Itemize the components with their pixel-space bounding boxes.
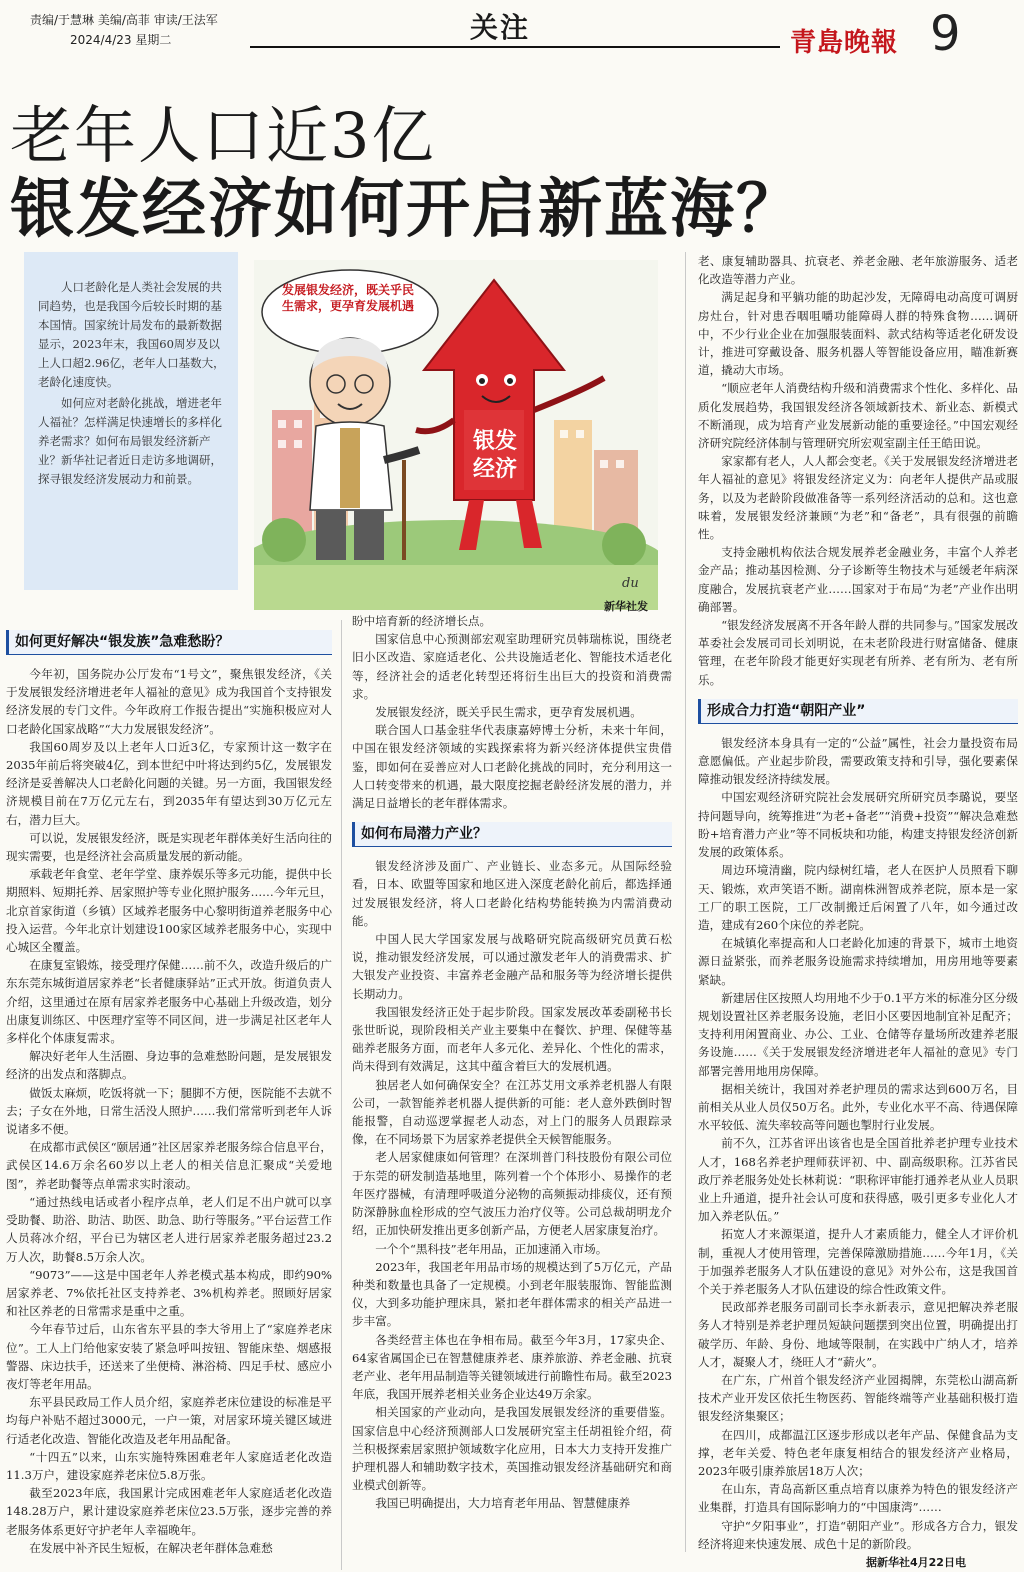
masthead-rule [250, 46, 780, 48]
lead-summary-box [24, 252, 238, 590]
paragraph: “十四五”以来，山东实施特殊困难老年人家庭适老化改造11.3万户，建设家庭养老床位5.8万张。 [6, 1449, 332, 1482]
paragraph: 我国已明确提出，大力培育老年用品、智慧健康养 [375, 1496, 631, 1511]
paragraph: 发展银发经济，既关乎民生需求，更孕育发展机遇。 [375, 705, 642, 720]
paragraph: 银发经济涉及面广、产业链长、业态多元。从国际经验看，日本、欧盟等国家和地区进入深度老龄化前后，都选择通过发展银发经济，将人口老龄化结构势能转换为内需消费动能。 [352, 859, 672, 928]
paragraph: 做饭太麻烦，吃饭将就一下；腿脚不方便，医院能不去就不去；子女在外地，日常生活没人照护……我们常常听到老年人诉说诸多不便。 [6, 1085, 332, 1137]
page-number: 9 [930, 6, 961, 62]
paragraph: 新建居住区按照人均用地不少于0.1平方米的标准分区分级规划设置社区养老服务设施，老旧小区要因地制宜补足配齐；支持利用闲置商业、办公、工业、仓储等存量场所改建养老服务设施……《关于发展银发经济增进老年人福祉的意见》专门部署完善用地用房保障。 [698, 990, 1018, 1078]
paragraph: 支持金融机构依法合规发展养老金融业务，丰富个人养老金产品；推动基因检测、分子诊断等生物技术与延缓老年病深度融合，发展抗衰老产业……国家对于布局“为老”产业作出明确部署。 [698, 545, 1018, 614]
paragraph: 今年初，国务院办公厅发布“1号文”，聚焦银发经济，《关于发展银发经济增进老年人福祉的意见》成为我国首个支持银发经济发展的专门文件。今年政府工作报告提出“实施积极应对人口老龄化国家战略”“大力发展银发经济”。 [6, 667, 332, 736]
masthead [0, 0, 1024, 60]
paragraph: 在发展中补齐民生短板，在解决老年群体急难愁 [29, 1540, 273, 1555]
paragraph: 我国60周岁及以上老年人口近3亿，专家预计这一数字在2035年前后将突破4亿，到本世纪中叶将达到约5亿，发展银发经济是妥善解决人口老龄化问题的关键。另一方面，我国银发经济规模目前在7万亿元左右，到2035年有望达到30万亿元左右，潜力巨大。 [6, 739, 332, 827]
column-divider [341, 620, 342, 1570]
paragraph: 盼中培育新的经济增长点。 [352, 614, 492, 628]
paragraph: “银发经济发展离不开各年龄人群的共同参与。”国家发展改革委社会发展司司长刘明说，在未老阶段进行财富储备、健康管理，在老年阶段才能更好实现老有所养、老有所为、老有所乐。 [698, 618, 1018, 687]
lead-paragraph: 人口老龄化是人类社会发展的共同趋势，也是我国今后较长时期的基本国情。国家统计局发布的最新数据显示，2023年末，我国60周岁及以上人口超2.96亿，老年人口基数大，老龄化速度快。 [38, 280, 225, 389]
arrow-label: 银发经济 [472, 429, 517, 482]
paragraph: 中国人民大学国家发展与战略研究院高级研究员黄石松说，推动银发经济发展，可以通过激发老年人的消费需求、扩大银发产业投资、丰富养老金融产品和服务等为经济增长提供长期动力。 [352, 932, 672, 1001]
section-title: 关注 [470, 11, 531, 44]
article-column-3 [698, 252, 1018, 1552]
paragraph: 家家都有老人，人人都会变老。《关于发展银发经济增进老年人福祉的意见》将银发经济定义为：向老年人提供产品或服务，以及为老龄阶段做准备等一系列经济活动的总和。这也意味着，发展银发经济兼顾“为老”和“备老”，具有很强的前瞻性。 [698, 454, 1018, 542]
paragraph: “顺应老年人消费结构升级和消费需求个性化、多样化、品质化发展趋势，我国银发经济各领域新技术、新业态、新模式不断涌现，成为培育产业发展新动能的重要途径。”中国宏观经济研究院经济体制与管理研究所宏观室副主任王皓田说。 [698, 381, 1018, 451]
editors-info [30, 10, 218, 50]
paragraph: 各类经营主体也在争相布局。截至今年3月，17家央企、64家省属国企已在智慧健康养老、康养旅游、养老金融、抗衰老产业、老年用品制造等关键领域进行前瞻性布局。截至2023年底，我国开展养老相关业务企业达49万余家。 [352, 1332, 672, 1402]
paragraph: 联合国人口基金驻华代表康嘉婷博士分析，未来十年间，中国在银发经济领域的实践探索将为新兴经济体提供宝贵借鉴，即如何在妥善应对人口老龄化挑战的同时，充分利用这一人口转变带来的机遇，最大限度挖掘老龄经济发展的潜力，并满足日益增长的老年群体需求。 [352, 723, 672, 811]
paragraph: 老、康复辅助器具、抗衰老、养老金融、老年旅游服务、适老化改造等潜力产业。 [698, 254, 1018, 287]
col1-body [6, 665, 332, 1557]
paragraph: 在康复室锻炼，接受理疗保健……前不久，改造升级后的广东东莞东城街道居家养老“长者健康驿站”正式开放。街道负责人介绍，这里通过在原有居家养老服务中心基础上升级改造，划分出康复训练区、中医理疗室等不同区间，进一步满足社区老年人多样化个体康复需求。 [6, 958, 332, 1046]
date-line: 2024/4/23 星期二 [70, 33, 172, 47]
paragraph: 中国宏观经济研究院社会发展研究所研究员李璐说，要坚持问题导向，统筹推进“为老+备老”“消费+投资”“解决急难愁盼+培育潜力产业”等不同板块和功能，构建支持银发经济创新发展的政策体系。 [698, 790, 1018, 860]
paragraph: 独居老人如何确保安全？在江苏艾用文承养老机器人有限公司，一款智能养老机器人提供新的可能：老人意外跌倒时智能报警，自动巡逻掌握老人动态，对上门的服务人员跟踪录像，在不同场景下为居家养老提供全天候智能服务。 [352, 1077, 672, 1147]
paragraph: 2023年，我国老年用品市场的规模达到了5万亿元，产品种类和数量也具备了一定规模。小到老年服装服饰、智能监测仪，大到多功能护理床具，紧扣老年群体需求的相关产品进一步丰富。 [352, 1259, 672, 1329]
paragraph: 民政部养老服务司副司长李永新表示，意见把解决养老服务人才特别是养老护理员短缺问题摆到突出位置，明确提出打破学历、年龄、身份、地域等限制，在实践中广纳人才，培养人才，凝聚人才，绕旺人才“薪火”。 [698, 1300, 1018, 1369]
paragraph: 守护“夕阳事业”，打造“朝阳产业”。形成各方合力，银发经济将迎来快速发展、成色十足的新阶段。 [698, 1518, 1018, 1551]
paragraph: 前不久，江苏省评出该省也是全国首批养老护理专业技术人才，168名养老护理师获评初、中、副高级职称。江苏省民政厅养老服务处处长林莉说：“职称评审能打通养老从业人员职业上升通道，提升社会认可度和获得感，吸引更多专业化人才加入养老队伍。” [698, 1136, 1018, 1224]
cartoon-illustration [254, 260, 658, 610]
paragraph: “通过热线电话或者小程序点单，老人们足不出户就可以享受助餐、助浴、助洁、助医、助急、助行等服务。”平台运营工作人员蒋冰介绍，平台已为辖区老人进行居家养老服务超过23.2万人次，助餐8.5万余人次。 [6, 1194, 332, 1264]
paragraph: 截至2023年底，我国累计完成困难老年人家庭适老化改造148.28万户，累计建设家庭养老床位23.5万张，逐步完善的养老服务体系更好守护老年人幸福晚年。 [6, 1486, 332, 1537]
article-column-2 [352, 612, 672, 1572]
paragraph: 在四川，成都温江区逐步形成以老年产品、保健食品为支撑，老年关爱、特色老年康复相结合的银发经济产业格局，2023年吸引康养旅居18万人次； [698, 1427, 1018, 1478]
paragraph: “9073”——这是中国老年人养老模式基本构成，即约90%居家养老、7%依托社区支持养老、3%机构养老。照顾好居家和社区养老的日常需求是重中之重。 [6, 1267, 332, 1319]
paragraph: 承载老年食堂、老年学堂、康养娱乐等多元功能，提供中长期照料、短期托养、居家照护等专业化照护服务……今年元旦，北京首家街道（乡镇）区域养老服务中心黎明街道养老服务中心投入运营。今年北京计划建设100家区域养老服务中心，实现中心城区全覆盖。 [6, 867, 332, 955]
column-divider [685, 252, 686, 1552]
newspaper-logo: 青島晚報 [790, 28, 899, 58]
paragraph: 在山东，青岛高新区重点培育以康养为特色的银发经济产业集群，打造具有国际影响力的“中国康湾”…… [698, 1482, 1018, 1515]
speech-bubble-text: 发展银发经济，既关乎民生需求，更孕育发展机遇 [282, 283, 415, 313]
subhead-1: 如何更好解决“银发族”急难愁盼？ [6, 630, 332, 655]
paragraph: 我国银发经济正处于起步阶段。国家发展改革委副秘书长张世昕说，现阶段相关产业主要集中在餐饮、护理、保健等基础养老服务方面，而老年人多元化、差异化、个性化的需求，尚未得到有效满足，这其中蕴含着巨大的发展机遇。 [352, 1004, 672, 1074]
paragraph: 一个个“黑科技”老年用品，正加速涌入市场。 [375, 1241, 608, 1256]
paragraph: 今年春节过后，山东省东平县的李大爷用上了“家庭养老床位”。工人上门给他家安装了紧急呼叫按钮、智能床垫、烟感报警器、床边扶手，还送来了坐便椅、淋浴椅、四足手杖、感应小夜灯等老年用品。 [6, 1322, 332, 1391]
subhead-2: 如何布局潜力产业？ [352, 822, 672, 847]
paragraph: 拓宽人才来源渠道，提升人才素质能力，健全人才评价机制，重视人才使用管理，完善保障激励措施……今年1月，《关于加强养老服务人才队伍建设的意见》对外公布，这是我国首个关于养老服务人才队伍建设的综合性政策文件。 [698, 1227, 1018, 1296]
paragraph: 可以说，发展银发经济，既是实现老年群体美好生活向往的现实需要，也是经济社会高质量发展的新动能。 [6, 830, 332, 864]
paragraph: 满足起身和平躺功能的助起沙发，无障碍电动高度可调厨房灶台，针对患吞咽咀嚼功能障碍人群的特殊食物……调研中，不少行业企业在加强服装面料、款式结构等适老化研发设计，推进可穿戴设备、服务机器人等智能设备应用，瞄准新赛道，撬动大市场。 [698, 290, 1018, 378]
editors-line: 责编/于慧琳 美编/高菲 审读/王法军 [30, 13, 218, 27]
dateline: 据新华社4月22日电 [866, 1556, 966, 1569]
paragraph: 周边环境清幽，院内绿树红墙，老人在医护人员照看下聊天、锻炼，欢声笑语不断。湖南株洲智成养老院，原本是一家工厂的职工医院，工厂改制搬迁后闲置了八年，如今通过改造，建成有260个床位的养老院。 [698, 863, 1018, 932]
headline-line1: 老年人口近3亿 [10, 99, 436, 172]
illustration-credit: 新华社发 [604, 600, 648, 613]
paragraph: 老人居家健康如何管理？在深圳普门科技股份有限公司位于东莞的研发制造基地里，陈列着一个个体形小、易操作的老年医疗器械，有清理呼吸道分泌物的高频振动排痰仪，还有预防深静脉血栓形成的空气波压力治疗仪等。公司总裁胡明龙介绍，正加快研发推出更多创新产品，方便老人居家康复治疗。 [352, 1150, 672, 1238]
artist-signature: du [622, 576, 639, 591]
paragraph: 在成都市武侯区“颐居通”社区居家养老服务综合信息平台，武侯区14.6万余名60岁以上老人的相关信息汇聚成“关爱地图”，养老助餐等点单需求实时滚动。 [6, 1140, 332, 1191]
subhead-3: 形成合力打造“朝阳产业” [698, 699, 1018, 724]
paragraph: 据相关统计，我国对养老护理员的需求达到600万名，目前相关从业人员仅50万名。此外，专业化水平不高、待遇保障水平较低、流失率较高等问题也掣肘行业发展。 [698, 1081, 1018, 1133]
article-column-1 [6, 620, 332, 1572]
paragraph: 东平县民政局工作人员介绍，家庭养老床位建设的标准是平均每户补贴不超过3000元，一户一策，对居家环境关键区域进行适老化改造、智能化改造及老年用品配备。 [6, 1395, 332, 1446]
paragraph: 国家信息中心预测部宏观室助理研究员韩瑞栋说，围绕老旧小区改造、家庭适老化、公共设施适老化、智能技术适老化等，经济社会的适老化转型还将衍生出巨大的投资和消费需求。 [352, 632, 672, 701]
paragraph: 在城镇化率提高和人口老龄化加速的背景下，城市土地资源日益紧张，而养老服务设施需求持续增加，用房用地等要素紧缺。 [698, 936, 1018, 987]
paragraph: 银发经济本身具有一定的“公益”属性，社会力量投资布局意愿偏低。产业起步阶段，需要政策支持和引导，强化要素保障推动银发经济持续发展。 [698, 735, 1018, 787]
lead-paragraph: 如何应对老龄化挑战，增进老年人福祉？怎样满足快速增长的多样化养老需求？如何布局银发经济新产业？新华社记者近日走访多地调研，探寻银发经济发展动力和前景。 [38, 396, 222, 486]
paragraph: 解决好老年人生活圈、身边事的急难愁盼问题，是发展银发经济的出发点和落脚点。 [6, 1049, 332, 1082]
paragraph: 相关国家的产业动向，是我国发展银发经济的重要借鉴。国家信息中心经济预测部人口发展研究室主任胡祖铨介绍，荷兰积极探索居家照护领域数字化应用，日本大力支持开发推广护理机器人和辅助数字技术，英国推动银发经济基础研究和商业模式创新等。 [352, 1405, 672, 1493]
headline-line2: 银发经济如何开启新蓝海？ [10, 173, 802, 247]
paragraph: 在广东，广州首个银发经济产业园揭牌，东莞松山湖高新技术产业开发区依托生物医药、智能终端等产业基础积极打造银发经济集聚区； [698, 1372, 1018, 1424]
